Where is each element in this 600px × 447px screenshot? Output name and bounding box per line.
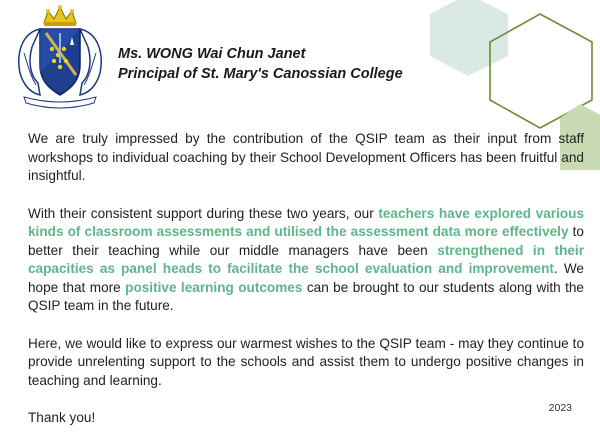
paragraph-2-text-2: to better their teaching while our middle managers have been [28,224,584,258]
highlight-3: positive learning outcomes [125,279,303,295]
highlight-2: strengthened in their capacities as panel heads to facilitate the school evaluation and improvement [28,242,584,276]
paragraph-2-text-1: With their consistent support during these two years, our [28,205,379,221]
principal-name: Ms. WONG Wai Chun Janet [118,46,306,62]
paragraph-3: Here, we would like to express our warmest wishes to the QSIP team - may they continue to provide unrelenting support to the schools and assist them to undergo positive changes in teaching and learning. [28,335,584,388]
paragraph-2 [28,205,584,316]
signature-block [118,44,403,84]
principal-title: Principal of St. Mary's Canossian College [118,66,403,82]
school-crest-logo [10,3,110,113]
footer-year: 2023 [548,402,572,414]
letter-body [28,130,584,447]
crown-icon [44,5,76,26]
paragraph-2-text-3: . We hope that more [28,261,584,295]
paragraph-2-text-4: can be brought to our students along with the QSIP team in the future. [28,279,584,313]
paragraph-1: We are truly impressed by the contribution of the QSIP team as their input from staff workshops to individual coaching by their School Development Officers has been fruitful and insightful. [28,131,584,183]
closing-line: Thank you! [28,410,96,425]
highlight-1: teachers have explored various kinds of classroom assessments and utilised the assessment data more effectively [28,205,585,239]
